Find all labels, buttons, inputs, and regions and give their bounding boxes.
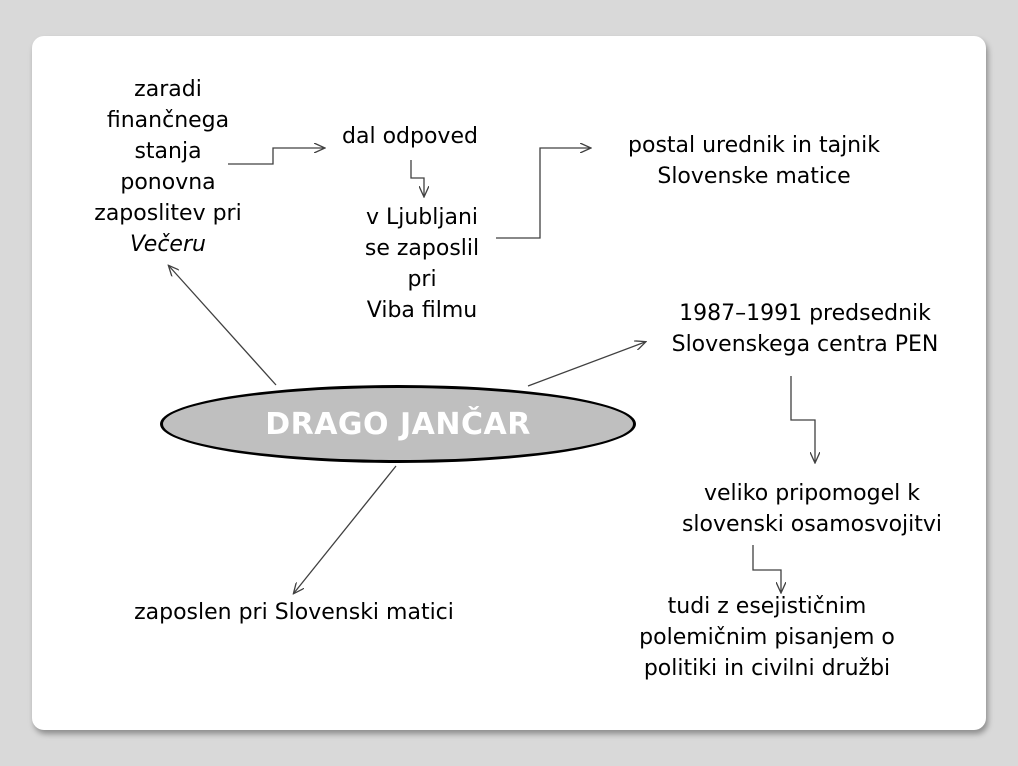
arrow-center-to-financial	[169, 266, 276, 385]
node-editor	[598, 130, 910, 192]
node-resigned-line-1: dal odpoved	[342, 124, 478, 149]
arrow-center-to-pen	[528, 342, 645, 386]
node-essays-line-3: politiki in civilni družbi	[643, 656, 891, 681]
node-financial-line-5: zaposlitev pri	[94, 201, 242, 226]
node-financial-line-1: zaradi	[134, 77, 202, 102]
node-editor-line-2: Slovenske matice	[657, 164, 851, 189]
center-node-ellipse	[160, 385, 636, 463]
node-viba-line-4: Viba filmu	[366, 298, 478, 323]
node-independence-line-1: veliko pripomogel k	[704, 481, 920, 506]
node-independence-line-2: slovenski osamosvojitvi	[681, 512, 943, 537]
node-essays	[606, 591, 928, 684]
node-resigned	[326, 121, 494, 152]
node-pen-line-2: Slovenskega centra PEN	[671, 332, 939, 357]
arrow-center-to-matica	[294, 466, 396, 593]
node-viba-line-1: v Ljubljani	[365, 205, 479, 230]
arrow-pen-to-independence	[791, 376, 815, 462]
node-viba-line-2: se zaposlil	[364, 236, 480, 261]
node-essays-line-1: tudi z esejističnim	[667, 594, 867, 619]
node-financial-line-3: stanja	[134, 139, 202, 164]
node-matica-line-1: zaposlen pri Slovenski matici	[134, 600, 454, 625]
node-financial-line-2: finančnega	[106, 108, 230, 133]
node-essays-line-2: polemičnim pisanjem o	[639, 625, 895, 650]
arrow-independence-to-essays	[753, 545, 781, 592]
arrow-viba-to-editor	[496, 148, 590, 238]
arrow-resigned-to-viba	[411, 160, 424, 196]
node-financial-line-4: ponovna	[120, 170, 216, 195]
node-viba	[340, 202, 504, 326]
node-pen-line-1: 1987–1991 predsednik	[679, 301, 931, 326]
node-financial-line-6: Večeru	[130, 232, 206, 257]
node-viba-line-3: pri	[407, 267, 437, 292]
node-financial	[78, 74, 258, 260]
center-node-label: DRAGO JANČAR	[265, 406, 531, 442]
node-editor-line-1: postal urednik in tajnik	[628, 133, 880, 158]
node-pen	[640, 298, 970, 360]
node-matica	[96, 597, 492, 628]
node-independence	[644, 478, 980, 540]
